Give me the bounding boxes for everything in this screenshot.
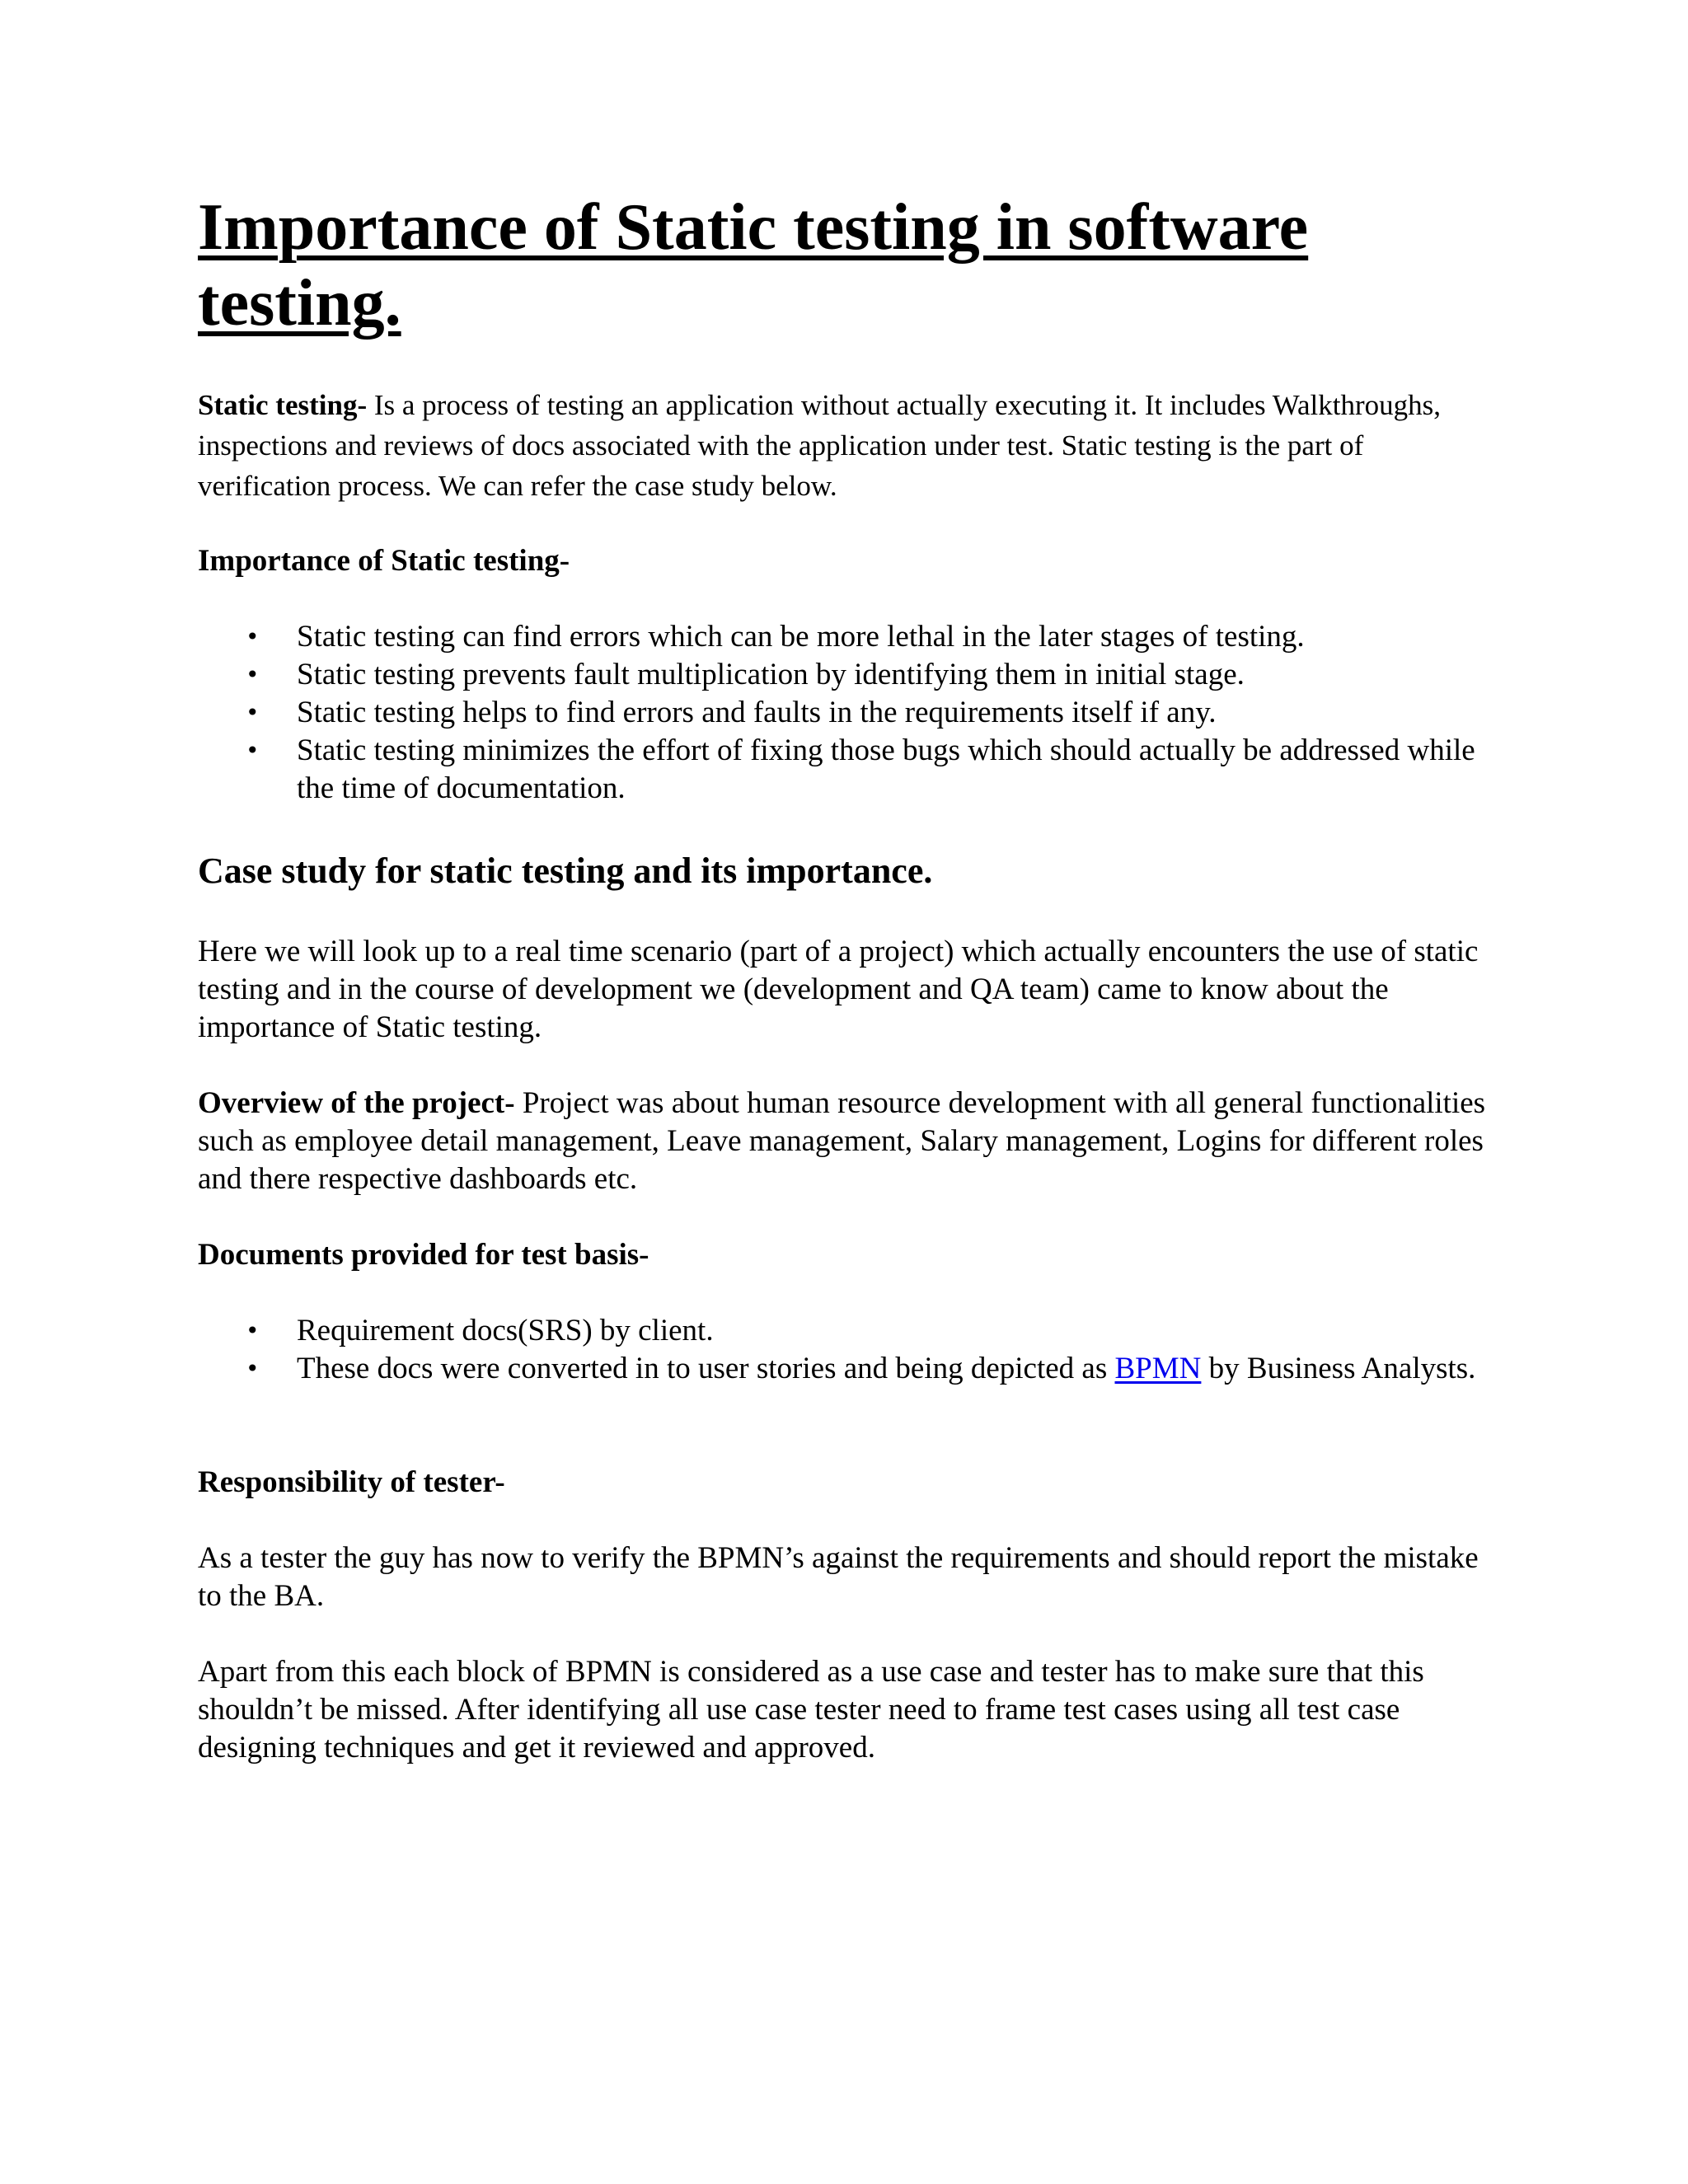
- bullet-icon: •: [246, 1317, 260, 1344]
- list-item: • Static testing prevents fault multiplication by identifying them in initial stage.: [198, 656, 1500, 694]
- case-study-heading: Case study for static testing and its importance.: [198, 851, 933, 891]
- overview-text: Project was about human resource development with all general functionalities such as employee detail management, Leave management, Salary management, Logins for different roles and there respective dashboards etc.: [198, 1086, 1486, 1196]
- intro-label: Static testing-: [198, 389, 368, 421]
- page-title: Importance of Static testing in software testing.: [198, 191, 1309, 340]
- list-item: • Static testing minimizes the effort of fixing those bugs which should actually be addressed while the time of documentation.: [246, 733, 1475, 805]
- list-item: • Static testing can find errors which can be more lethal in the later stages of testing.: [198, 618, 1500, 656]
- bullet-icon: •: [246, 1355, 260, 1382]
- bullet-icon: •: [246, 737, 260, 764]
- bullet-icon: •: [246, 699, 260, 726]
- bpmn-link[interactable]: BPMN: [1114, 1352, 1202, 1385]
- importance-heading: Importance of Static testing-: [198, 544, 570, 578]
- responsibility-paragraph-2: Apart from this each block of BPMN is considered as a use case and tester has to make sure that this shouldn’t be missed. After identifying all use case tester need to frame test cases using all test case designing techniques and get it reviewed and approved.: [198, 1655, 1424, 1765]
- bullet-icon: •: [246, 661, 260, 688]
- documents-list: [198, 1312, 1500, 1388]
- bullet-icon: •: [246, 623, 260, 650]
- overview-label: Overview of the project-: [198, 1086, 515, 1120]
- documents-heading: Documents provided for test basis-: [198, 1238, 649, 1272]
- list-item: • Static testing helps to find errors and faults in the requirements itself if any.: [198, 694, 1500, 732]
- list-item: • These docs were converted in to user stories and being depicted as BPMN by Business Analysts.: [198, 1350, 1500, 1388]
- intro-paragraph: [198, 385, 1500, 506]
- importance-list: [198, 618, 1500, 808]
- responsibility-paragraph-1: As a tester the guy has now to verify the BPMN’s against the requirements and should report the mistake to the BA.: [198, 1541, 1479, 1613]
- overview-paragraph: [198, 1085, 1500, 1198]
- responsibility-heading: Responsibility of tester-: [198, 1465, 505, 1499]
- intro-text: Is a process of testing an application without actually executing it. It includes Walkthroughs, inspections and reviews of docs associated with the application under test. Static testing is the part of verification process. We can refer the case study below.: [198, 389, 1442, 502]
- case-study-paragraph: Here we will look up to a real time scenario (part of a project) which actually encounters the use of static testing and in the course of development we (development and QA team) came to know about the importance of Static testing.: [198, 935, 1479, 1044]
- list-item: • Requirement docs(SRS) by client.: [198, 1312, 1500, 1350]
